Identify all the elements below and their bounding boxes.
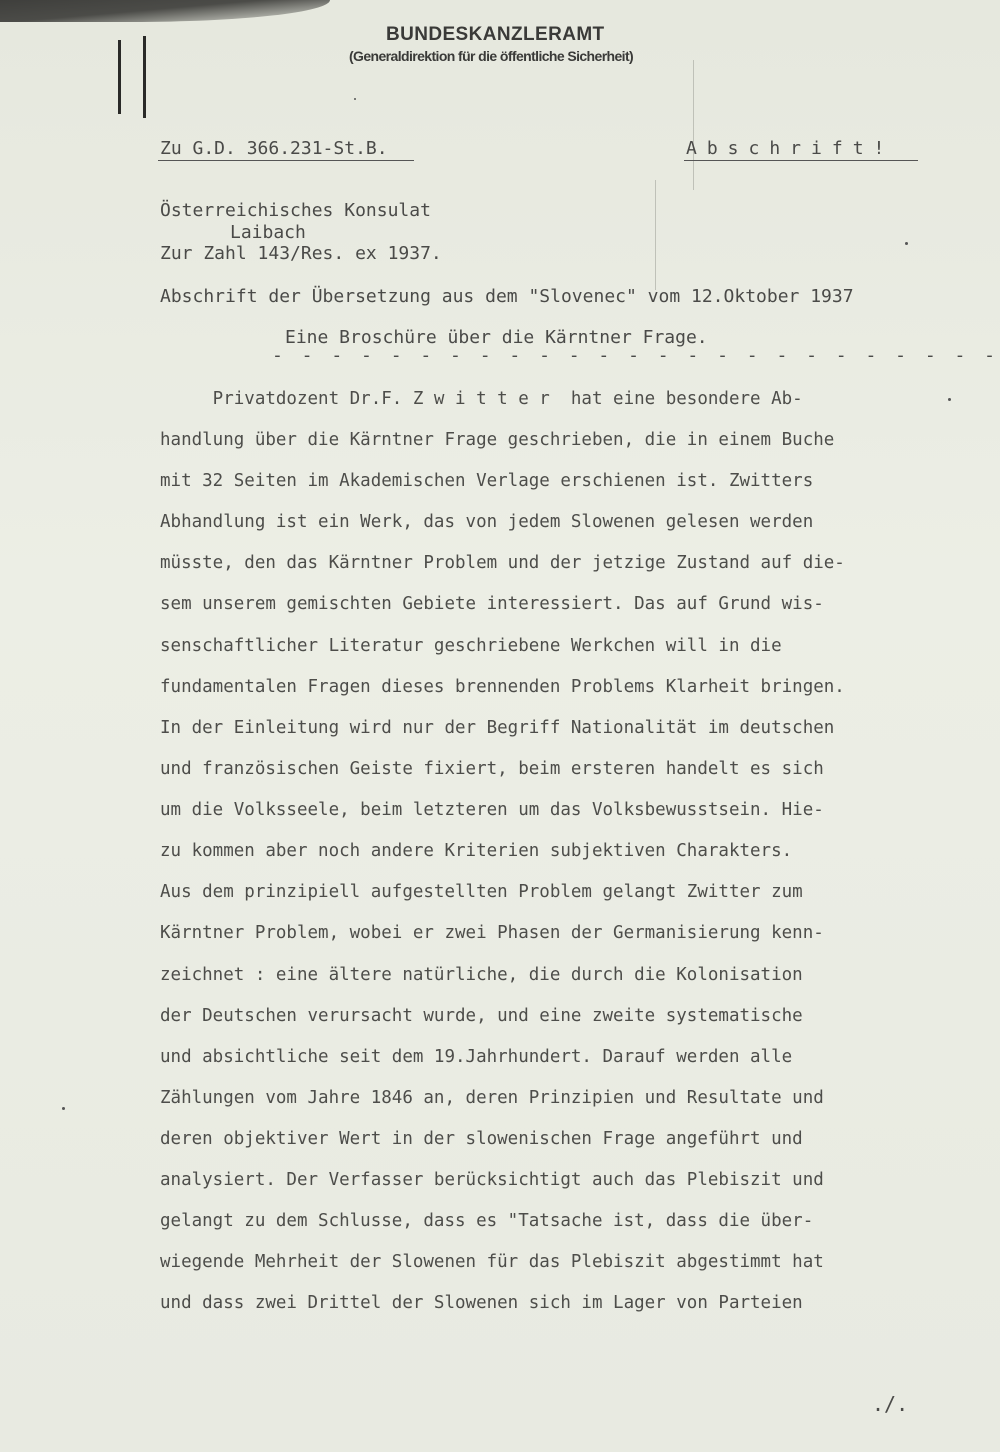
agency-title: BUNDESKANZLERAMT [386,24,605,45]
filing-mark-2 [143,36,146,118]
agency-division: (Generaldirektion für die öffentliche Sicherheit) [349,48,634,64]
filing-mark-1 [118,40,121,114]
fold-line [655,180,656,290]
body-text-line: zu kommen aber noch andere Kriterien subjektiven Charakters. [160,841,793,861]
addressee-city: Laibach [230,222,306,243]
body-text-line: zeichnet : eine ältere natürliche, die durch die Kolonisation [160,965,803,985]
page-continuation-mark: ./. [872,1392,909,1416]
ink-speck [948,398,951,401]
ink-speck [62,1107,65,1110]
body-text-line: Kärntner Problem, wobei er zwei Phasen der Germanisierung kenn- [160,923,824,943]
addressee-number: Zur Zahl 143/Res. ex 1937. [160,243,442,264]
copy-mark: Abschrift! [686,138,895,159]
copy-mark-underline [684,160,918,161]
reference-number: Zu G.D. 366.231-St.B. [160,138,388,159]
body-text-line: sem unserem gemischten Gebiete interessiert. Das auf Grund wis- [160,594,824,614]
body-text-line: mit 32 Seiten im Akademischen Verlage erschienen ist. Zwitters [160,471,814,491]
reference-underline [158,160,414,161]
torn-page-edge [0,0,330,22]
body-text-line: fundamentalen Fragen dieses brennenden Problems Klarheit bringen. [160,677,845,697]
body-text-line: senschaftlicher Literatur geschriebene Werkchen will in die [160,636,782,656]
body-text-line: und französischen Geiste fixiert, beim ersteren handelt es sich [160,759,824,779]
body-text-line: wiegende Mehrheit der Slowenen für das Plebiszit abgestimmt hat [160,1252,824,1272]
body-text-line: deren objektiver Wert in der slowenischen Frage angeführt und [160,1129,803,1149]
ink-speck [354,98,356,100]
article-headline: Eine Broschüre über die Kärntner Frage. [285,327,708,348]
body-text-line: handlung über die Kärntner Frage geschrieben, die in einem Buche [160,430,835,450]
body-text-line: und dass zwei Drittel der Slowenen sich im Lager von Parteien [160,1293,803,1313]
body-text-line: Abhandlung ist ein Werk, das von jedem Slowenen gelesen werden [160,512,814,532]
body-text-line: Aus dem prinzipiell aufgestellten Problem gelangt Zwitter zum [160,882,803,902]
addressee-consulate: Österreichisches Konsulat [160,200,431,221]
body-text-line: und absichtliche seit dem 19.Jahrhundert. Darauf werden alle [160,1047,793,1067]
subject-line: Abschrift der Übersetzung aus dem "Slovenec" vom 12.Oktober 1937 [160,286,854,307]
body-text-line: Zählungen vom Jahre 1846 an, deren Prinzipien und Resultate und [160,1088,824,1108]
body-text-line: der Deutschen verursacht wurde, und eine zweite systematische [160,1006,803,1026]
body-text-line: In der Einleitung wird nur der Begriff Nationalität im deutschen [160,718,835,738]
fold-line [693,60,694,190]
body-text-line: gelangt zu dem Schlusse, dass es "Tatsache ist, dass die über- [160,1211,814,1231]
body-text-line: Privatdozent Dr.F. Z w i t t e r hat eine besondere Ab- [160,389,803,409]
body-text-line: um die Volksseele, beim letzteren um das Volksbewusstsein. Hie- [160,800,824,820]
ink-speck [905,242,908,245]
separator-line: - - - - - - - - - - - - - - - - - - - - - - - - - [272,345,1000,366]
body-text-line: müsste, den das Kärntner Problem und der jetzige Zustand auf die- [160,553,845,573]
body-text-line: analysiert. Der Verfasser berücksichtigt auch das Plebiszit und [160,1170,824,1190]
